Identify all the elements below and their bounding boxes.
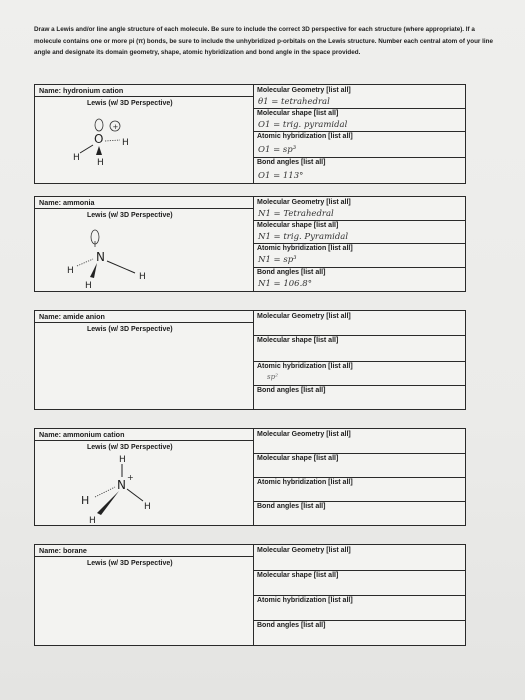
- shape-answer: O1 = trig. pyramidal: [258, 120, 348, 130]
- hybrid-cell[interactable]: [253, 131, 465, 158]
- geometry-answer: N1 = Tetrahedral: [258, 209, 334, 219]
- charge-label: +: [127, 473, 134, 482]
- geometry-cell[interactable]: [253, 85, 465, 109]
- instructions-text: Draw a Lewis and/or line angle structure of each molecule. Be sure to include the correct 3D perspective for each structure (where appropriate). If a molecule contains one or more pi (π) bonds, be sure to include the unhybridized p-orbitals on the Lewis structure. Number each central atom of your line angle and designate its domain geometry, shape, atomic hybridization and bond angle in the space provided.: [34, 26, 493, 57]
- shape-cell[interactable]: [253, 108, 465, 132]
- angles-cell[interactable]: [253, 157, 465, 183]
- h-atom-top: H: [119, 455, 126, 465]
- angles-label: Bond angles [list all]: [257, 387, 326, 394]
- angles-answer: N1 = 106.8°: [258, 279, 312, 289]
- lewis-cell: [35, 429, 254, 525]
- h-atom-left: H: [73, 153, 80, 163]
- h-atom-left: H: [81, 494, 90, 507]
- hybrid-answer: O1 = sp³: [258, 145, 297, 155]
- geometry-label: Molecular Geometry [list all]: [257, 547, 351, 554]
- hybrid-cell[interactable]: [253, 361, 465, 386]
- shape-cell[interactable]: [253, 453, 465, 478]
- geometry-cell[interactable]: [253, 545, 465, 571]
- angles-cell[interactable]: [253, 267, 465, 291]
- molecule-name[interactable]: Name: ammonia: [35, 197, 253, 209]
- molecule-box-ammonia: [34, 196, 466, 292]
- lewis-label: Lewis (w/ 3D Perspective): [87, 326, 173, 333]
- angles-cell[interactable]: [253, 385, 465, 409]
- hybrid-answer: sp²: [267, 373, 278, 381]
- angles-label: Bond angles [list all]: [257, 622, 326, 629]
- central-atom-n: N: [96, 250, 105, 264]
- ammonium-structure-drawing[interactable]: [35, 429, 253, 525]
- molecule-name[interactable]: Name: ammonium cation: [35, 429, 253, 441]
- shape-label: Molecular shape [list all]: [257, 455, 339, 462]
- central-atom-o: O: [94, 132, 104, 146]
- geometry-cell[interactable]: [253, 311, 465, 336]
- central-atom-n: N: [117, 478, 126, 492]
- lewis-label: Lewis (w/ 3D Perspective): [87, 560, 173, 567]
- geometry-label: Molecular Geometry [list all]: [257, 199, 351, 206]
- lewis-label: Lewis (w/ 3D Perspective): [87, 100, 173, 107]
- h-atom-right: H: [122, 138, 129, 148]
- molecule-box-amide-anion: [34, 310, 466, 410]
- lewis-cell: [35, 197, 254, 291]
- charge-label: +: [112, 123, 119, 131]
- lewis-cell: [35, 545, 254, 645]
- shape-label: Molecular shape [list all]: [257, 572, 339, 579]
- molecule-name[interactable]: Name: borane: [35, 545, 253, 557]
- answer-column: [253, 429, 465, 525]
- molecule-box-hydronium: [34, 84, 466, 184]
- geometry-label: Molecular Geometry [list all]: [257, 313, 351, 320]
- h-atom-left: H: [67, 266, 74, 276]
- molecule-name[interactable]: Name: hydronium cation: [35, 85, 253, 97]
- shape-cell[interactable]: [253, 220, 465, 244]
- answer-column: [253, 311, 465, 409]
- lewis-cell: [35, 311, 254, 409]
- h-atom-bottom: H: [85, 281, 92, 291]
- lewis-label: Lewis (w/ 3D Perspective): [87, 212, 173, 219]
- hydronium-structure-drawing[interactable]: [35, 85, 253, 183]
- shape-cell[interactable]: [253, 570, 465, 596]
- angles-label: Bond angles [list all]: [257, 269, 326, 276]
- geometry-cell[interactable]: [253, 197, 465, 221]
- h-atom-bottom: H: [97, 158, 104, 168]
- h-atom-bottom: H: [89, 516, 96, 525]
- hybrid-label: Atomic hybridization [list all]: [257, 479, 353, 486]
- geometry-answer: θ1 = tetrahedral: [258, 97, 330, 107]
- hybrid-cell[interactable]: [253, 243, 465, 268]
- answer-column: [253, 197, 465, 291]
- shape-label: Molecular shape [list all]: [257, 222, 339, 229]
- lewis-label: Lewis (w/ 3D Perspective): [87, 444, 173, 451]
- molecule-box-ammonium: [34, 428, 466, 526]
- shape-cell[interactable]: [253, 335, 465, 362]
- shape-label: Molecular shape [list all]: [257, 110, 339, 117]
- geometry-label: Molecular Geometry [list all]: [257, 431, 351, 438]
- answer-column: [253, 545, 465, 645]
- hybrid-cell[interactable]: [253, 595, 465, 621]
- molecule-box-borane: [34, 544, 466, 646]
- molecule-name[interactable]: Name: amide anion: [35, 311, 253, 323]
- hybrid-label: Atomic hybridization [list all]: [257, 363, 353, 370]
- h-atom-right: H: [139, 272, 146, 282]
- angles-cell[interactable]: [253, 501, 465, 525]
- shape-answer: N1 = trig. Pyramidal: [258, 232, 349, 242]
- angles-label: Bond angles [list all]: [257, 503, 326, 510]
- hybrid-answer: N1 = sp³: [258, 255, 297, 265]
- geometry-cell[interactable]: [253, 429, 465, 454]
- angles-cell[interactable]: [253, 620, 465, 645]
- hybrid-label: Atomic hybridization [list all]: [257, 133, 353, 140]
- angles-answer: O1 = 113°: [258, 171, 304, 181]
- shape-label: Molecular shape [list all]: [257, 337, 339, 344]
- h-atom-right: H: [144, 502, 151, 512]
- hybrid-cell[interactable]: [253, 477, 465, 502]
- angles-label: Bond angles [list all]: [257, 159, 326, 166]
- lewis-cell: [35, 85, 254, 183]
- hybrid-label: Atomic hybridization [list all]: [257, 597, 353, 604]
- geometry-label: Molecular Geometry [list all]: [257, 87, 351, 94]
- answer-column: [253, 85, 465, 183]
- hybrid-label: Atomic hybridization [list all]: [257, 245, 353, 252]
- ammonia-structure-drawing[interactable]: [35, 197, 253, 291]
